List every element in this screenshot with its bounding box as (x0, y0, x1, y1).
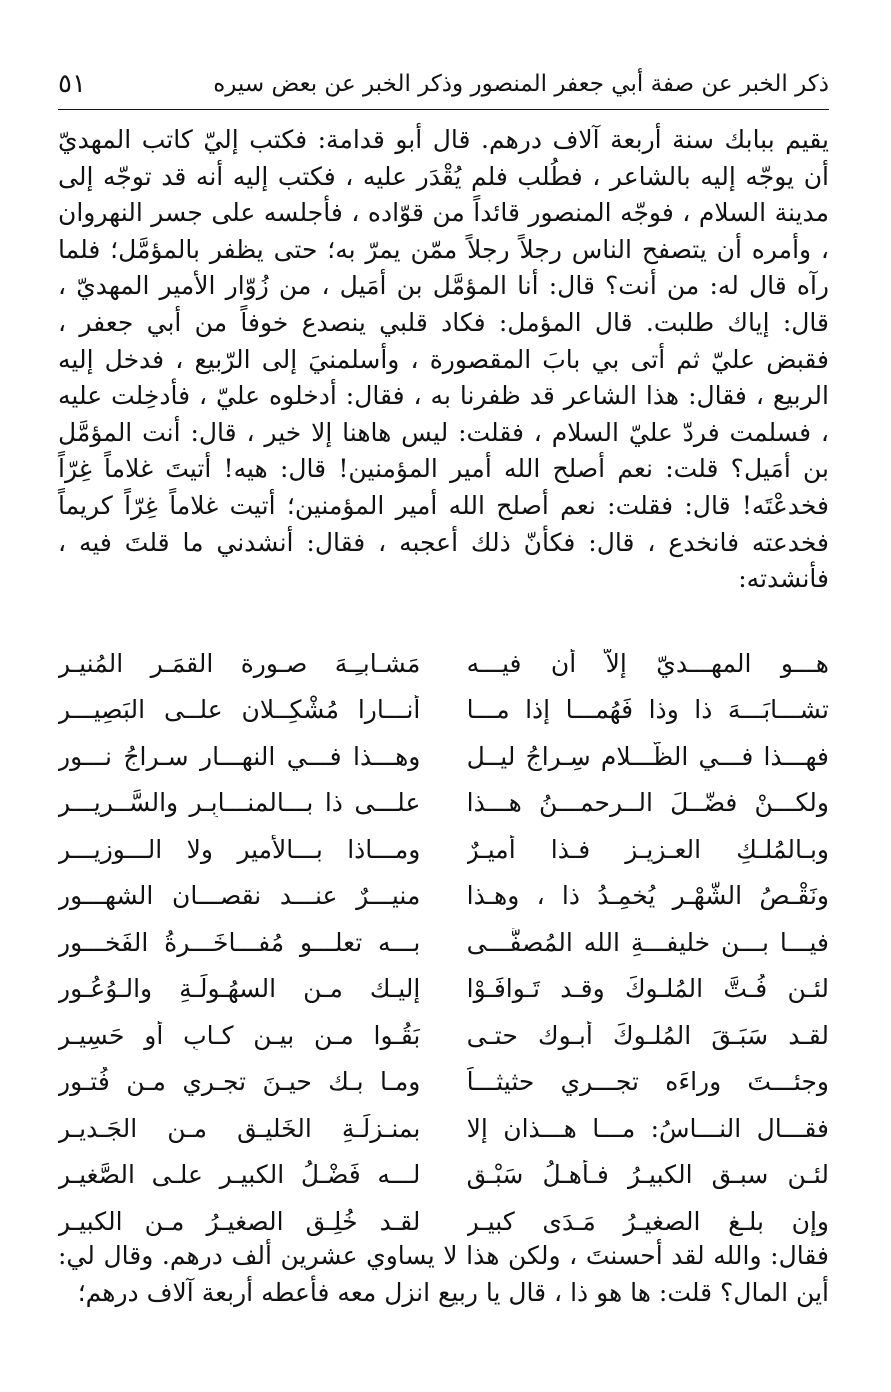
verse-first-hemistich: لئـن فُـتَّ المُلـوكَ وقـد تَـوافَـوْا (466, 974, 829, 1004)
verse-line (58, 1105, 829, 1152)
verse-line (58, 966, 829, 1013)
running-header (58, 62, 829, 106)
verse-first-hemistich: لقـد سَبَـقَ المُلـوكَ أَبـوك حتـى (466, 1020, 829, 1050)
verse-second-hemistich: إليـك مـن السهُـولَـةِ والـوُعُـورِ (58, 974, 421, 1004)
verse-second-hemistich: ومـــاذا بـــالأمير ولا الـــوزيـــر (58, 834, 421, 864)
verse-first-hemistich: لئـن سبـق الكبيـرُ فـأَهـلُ سَبْـقٍ (466, 1160, 829, 1190)
verse-second-hemistich: ومـا بـك حيـنَ تجـري مـن فُتـور (58, 1067, 421, 1097)
verse-second-hemistich: لـــه فَضْـلُ الكبيـرِ علـى الصَّغيـر (58, 1160, 421, 1190)
verse-second-hemistich: بَقُـوا مـن بيـن كـابٍ أو حَسِيـر (58, 1020, 421, 1050)
verse-first-hemistich: وبـالمُلـكِ العـزيـز فـذا أَميـرٌ (466, 834, 829, 864)
verse-first-hemistich: فقـــال النـــاسُ: مـــا هـــذان إلا (466, 1113, 829, 1143)
verse-first-hemistich: وجئـــتَ وراءَه تجـــري حثيثـــاً (466, 1067, 829, 1097)
verse-line (58, 1012, 829, 1059)
verse-first-hemistich: وإن بلـغ الصغيـرُ مَـدَى كبيـرٍ (466, 1206, 829, 1236)
verse-line (58, 780, 829, 827)
verse-first-hemistich: ولكـــنْ فضّــلَ الــرحمـــنُ هـــذا (466, 788, 829, 818)
verse-line (58, 687, 829, 734)
verse-line (58, 640, 829, 687)
verse-first-hemistich: فيـــا بـــن خليفـــةِ الله المُصفَّـــى (466, 927, 829, 957)
verse-second-hemistich: أَنـــارا مُشْكِــلان علــى البَصِيـــر (58, 695, 421, 725)
poem-verses (58, 640, 829, 1245)
verse-second-hemistich: وهـــذا فـــي النهـــار سـراجُ نـــورِ (58, 741, 421, 771)
verse-line (58, 1059, 829, 1106)
header-title: ذكر الخبر عن صفة أبي جعفر المنصور وذكر الخبر عن بعض سيره (213, 71, 829, 97)
verse-line (58, 919, 829, 966)
verse-first-hemistich: تشـــابَـــهَ ذا وذا فَهُمـــا إذا مـــا (466, 695, 829, 725)
verse-line (58, 733, 829, 780)
verse-first-hemistich: هـــو المهـــديّ إلاّ أن فيـــه (466, 648, 829, 678)
header-divider (58, 109, 829, 110)
verse-second-hemistich: مَشـابـِـهَ صـورة القمَـر المُنيـرِ (58, 648, 421, 678)
verse-line (58, 1152, 829, 1199)
verse-second-hemistich: علـــى ذا بـــالمنـــابِـرِ والسَّــريـــر (58, 788, 421, 818)
verse-second-hemistich: بـــه تعلـــو مُفـــاخَـــرةُ الفَخـــورِ (58, 927, 421, 957)
prose-paragraph-bottom: فقال: والله لقد أحسنتَ ، ولكن هذا لا يساوي عشرين ألف درهم. وقال لي: أين المال؟ قلت: ها هو ذا ، قال يا ربيع انزل معه فأعطه أربعة آلاف درهم؛ (58, 1241, 829, 1307)
page-number: ٥١ (58, 69, 86, 99)
verse-first-hemistich: ونَقْـصُ الشّهْـر يُخمِـدُ ذا ، وهـذا (466, 881, 829, 911)
verse-second-hemistich: بمنـزلَـةِ الخَليـقِ مـن الجَـديـر (58, 1113, 421, 1143)
prose-paragraph-top: يقيم ببابك سنة أربعة آلاف درهم. قال أبو قدامة: فكتب إليّ كاتب المهديّ أن يوجّه إليه بالشاعر ، فطُلب فلم يُقْدَر عليه ، فكتب إليه أنه قد توجّه إلى مدينة السلام ، فوجّه المنصور قائداً من قوّاده ، فأجلسه على جسر النهروان ، وأمره أن يتصفح الناس رجلاً رجلاً ممّن يمرّ به؛ حتى يظفر بالمؤمَّل؛ فلما رآه قال له: من أنت؟ قال: أنا المؤمَّل بن أمَيل ، من زُوّار الأمير المهديّ ، قال: إياك طلبت. قال المؤمل: فكاد قلبي ينصدع خوفاً من أبي جعفر ، فقبض عليّ ثم أتى بي بابَ المقصورة ، وأسلمنيَ إلى الرّبيع ، فدخل إليه الربيع ، فقال: هذا الشاعر قد ظفرنا به ، فقال: أدخلوه عليّ ، فأدخِلت عليه ، فسلمت فردّ عليّ السلام ، فقلت: ليس هاهنا إلا خير ، قال: أنت المؤمَّل بن أمَيل؟ قلت: نعم أصلح الله أمير المؤمنين! قال: هيه! أتيتَ غلاماً غِرّاً فخدعْتَه! قال: فقلت: نعم أصلح الله أمير المؤمنين؛ أتيت غلاماً غِرّاً كريماً فخدعته فانخدع ، قال: فكأنّ ذلك أعجبه ، فقال: أنشدني ما قلتَ فيه ، فأنشدته: (58, 125, 829, 594)
verse-line (58, 873, 829, 920)
verse-second-hemistich: منيـــرٌ عنـــد نقصـــانِ الشهـــور (58, 881, 421, 911)
verse-first-hemistich: فهـــذا فـــي الظّـــلام سِـراجُ ليــلٍ (466, 741, 829, 771)
verse-second-hemistich: لقـد خُلِـق الصغيـرُ مـن الكبيـرِ (58, 1206, 421, 1236)
verse-line (58, 826, 829, 873)
